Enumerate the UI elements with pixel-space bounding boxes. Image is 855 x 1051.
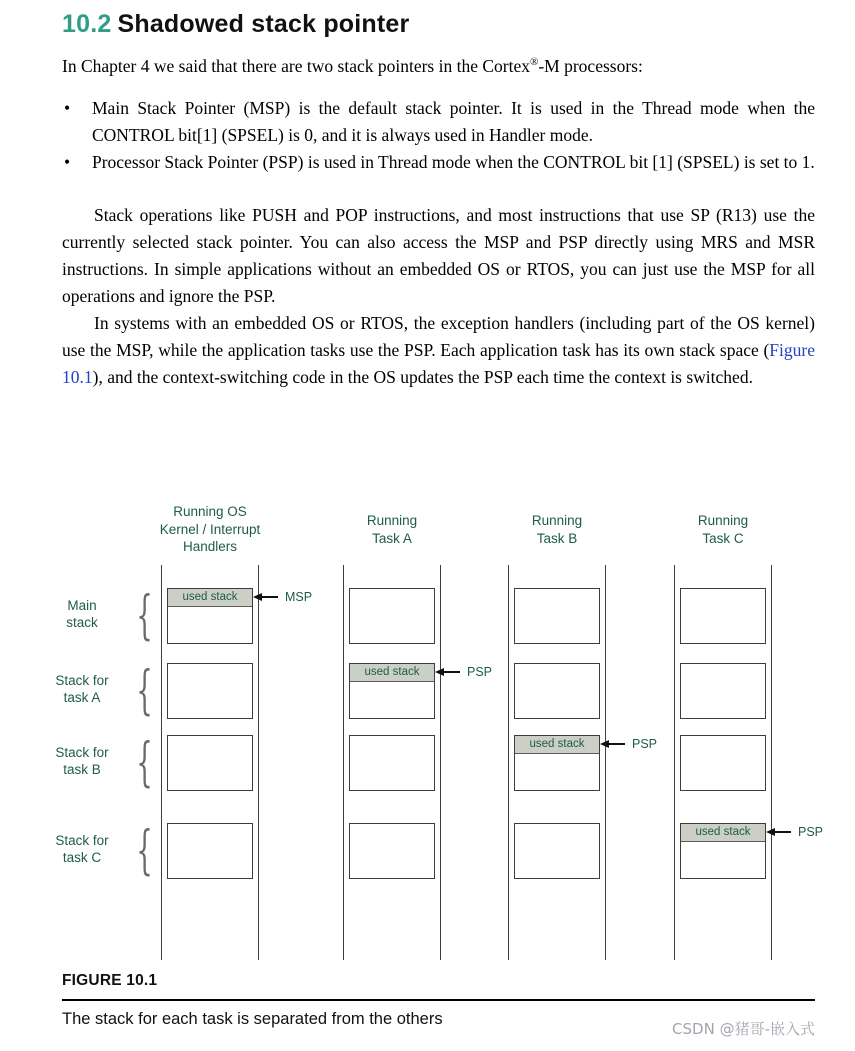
used-stack-region bbox=[168, 589, 252, 607]
used-stack-label: used stack bbox=[364, 666, 420, 678]
msp-label: MSP bbox=[285, 590, 313, 604]
intro-text-cont: -M processors: bbox=[538, 56, 643, 76]
caption-divider bbox=[62, 999, 815, 1001]
stack-column-os-kernel bbox=[110, 490, 313, 968]
stack-rail-left bbox=[161, 565, 162, 960]
stack-box-main bbox=[167, 588, 253, 644]
column-header-line: Running bbox=[697, 513, 749, 528]
arrow-left-icon bbox=[600, 740, 609, 748]
arrow-line bbox=[262, 596, 278, 598]
row-label-line: Main bbox=[67, 598, 97, 613]
row-label-line: task C bbox=[62, 850, 102, 865]
psp-label: PSP bbox=[798, 825, 824, 839]
paragraph-embedded-os bbox=[62, 310, 815, 391]
row-label-line: Stack for bbox=[55, 673, 109, 688]
figure-caption-label: FIGURE 10.1 bbox=[62, 972, 158, 989]
column-header-os-kernel bbox=[110, 503, 310, 556]
section-title: Shadowed stack pointer bbox=[117, 10, 410, 38]
used-stack-label: used stack bbox=[529, 738, 585, 750]
stack-rail-left bbox=[508, 565, 509, 960]
stack-box-task-c bbox=[680, 823, 766, 879]
psp-pointer bbox=[766, 824, 823, 840]
column-header-task-c bbox=[623, 512, 823, 547]
stack-box-main bbox=[349, 588, 435, 644]
column-header-line: Task B bbox=[536, 530, 578, 546]
bullet-text-psp: Processor Stack Pointer (PSP) is used in Thread mode when the CONTROL bit [1] (SPSEL) is set to 1. bbox=[92, 152, 815, 172]
stack-rail-right bbox=[440, 565, 441, 960]
arrow-left-icon bbox=[435, 668, 444, 676]
stack-box-task-b bbox=[349, 735, 435, 791]
arrow-line bbox=[775, 831, 791, 833]
figure-link[interactable]: Figure 10.1 bbox=[62, 340, 815, 387]
arrow-left-icon bbox=[766, 828, 775, 836]
column-header-line: Task A bbox=[372, 530, 412, 546]
section-number: 10.2 bbox=[62, 10, 112, 38]
arrow-left-icon bbox=[253, 593, 262, 601]
column-header-line: Handlers bbox=[182, 539, 238, 554]
row-brace-icon: { bbox=[136, 733, 153, 793]
stack-box-main bbox=[514, 588, 600, 644]
row-brace-icon: { bbox=[136, 661, 153, 721]
used-stack-region bbox=[515, 736, 599, 754]
used-stack-label: used stack bbox=[182, 591, 238, 603]
stack-rail-right bbox=[258, 565, 259, 960]
stack-box-task-a bbox=[167, 663, 253, 719]
used-stack-region bbox=[681, 824, 765, 842]
row-label-stack-task-c bbox=[46, 832, 118, 866]
psp-label: PSP bbox=[632, 737, 658, 751]
used-stack-region bbox=[350, 664, 434, 682]
bullet-item-msp bbox=[62, 95, 815, 149]
stack-rail-left bbox=[343, 565, 344, 960]
stack-rail-left bbox=[674, 565, 675, 960]
bullet-text-msp: Main Stack Pointer (MSP) is the default stack pointer. It is used in the Thread mode when the CONTROL bit[1] (SPSEL) is 0, and it is always used in Handler mode. bbox=[92, 98, 815, 145]
stack-box-task-b bbox=[680, 735, 766, 791]
stack-box-task-a bbox=[349, 663, 435, 719]
section-heading bbox=[62, 10, 815, 39]
stack-rail-right bbox=[771, 565, 772, 960]
row-label-line: task B bbox=[63, 762, 101, 777]
stack-box-task-a bbox=[680, 663, 766, 719]
stack-column-task-c bbox=[623, 490, 823, 968]
intro-text: In Chapter 4 we said that there are two stack pointers in the Cortex bbox=[62, 56, 530, 76]
psp-label: PSP bbox=[467, 665, 493, 679]
row-label-line: stack bbox=[66, 615, 98, 630]
figure-caption-text: The stack for each task is separated from the others bbox=[62, 1010, 443, 1028]
watermark-text: CSDN @猪哥-嵌入式 bbox=[672, 1020, 815, 1038]
column-header-line: Running bbox=[366, 513, 418, 528]
stack-box-task-a bbox=[514, 663, 600, 719]
row-brace-icon: { bbox=[136, 586, 153, 646]
stack-box-task-b bbox=[514, 735, 600, 791]
column-header-line: Running bbox=[531, 513, 583, 528]
stack-box-task-c bbox=[349, 823, 435, 879]
bullet-item-psp bbox=[62, 149, 815, 176]
stack-box-main bbox=[680, 588, 766, 644]
column-header-line: Running OS bbox=[173, 504, 247, 519]
stack-box-task-b bbox=[167, 735, 253, 791]
row-label-line: Stack for bbox=[55, 833, 109, 848]
intro-paragraph bbox=[62, 53, 815, 80]
row-label-line: Stack for bbox=[55, 745, 109, 760]
stack-box-task-c bbox=[514, 823, 600, 879]
row-label-stack-task-b bbox=[46, 744, 118, 778]
row-label-line: task A bbox=[63, 690, 101, 705]
stack-box-task-c bbox=[167, 823, 253, 879]
column-header-line: Kernel / Interrupt bbox=[159, 521, 261, 537]
paragraph-embedded-os-text-cont: ), and the context-switching code in the OS updates the PSP each time the context is switched. bbox=[92, 367, 753, 387]
row-brace-icon: { bbox=[136, 821, 153, 881]
paragraph-stack-operations: Stack operations like PUSH and POP instructions, and most instructions that use SP (R13) use the currently selected stack pointer. You can also access the MSP and PSP directly using MRS and MSR instructions. In simple applications without an embedded OS or RTOS, you can just use the MSP for all operations and ignore the PSP. bbox=[62, 205, 815, 306]
text-column bbox=[0, 0, 855, 391]
column-header-line: Task C bbox=[702, 530, 744, 546]
paragraph-embedded-os-text: In systems with an embedded OS or RTOS, the exception handlers (including part of the OS kernel) use the MSP, while the application tasks use the PSP. Each application task has its own stack space ( bbox=[62, 313, 815, 360]
bullet-list bbox=[62, 95, 815, 176]
row-label-main-stack bbox=[46, 597, 118, 631]
used-stack-label: used stack bbox=[695, 826, 751, 838]
registered-symbol: ® bbox=[529, 56, 539, 69]
stack-rail-right bbox=[605, 565, 606, 960]
figure-10-1-diagram bbox=[0, 490, 855, 968]
row-label-stack-task-a bbox=[46, 672, 118, 706]
